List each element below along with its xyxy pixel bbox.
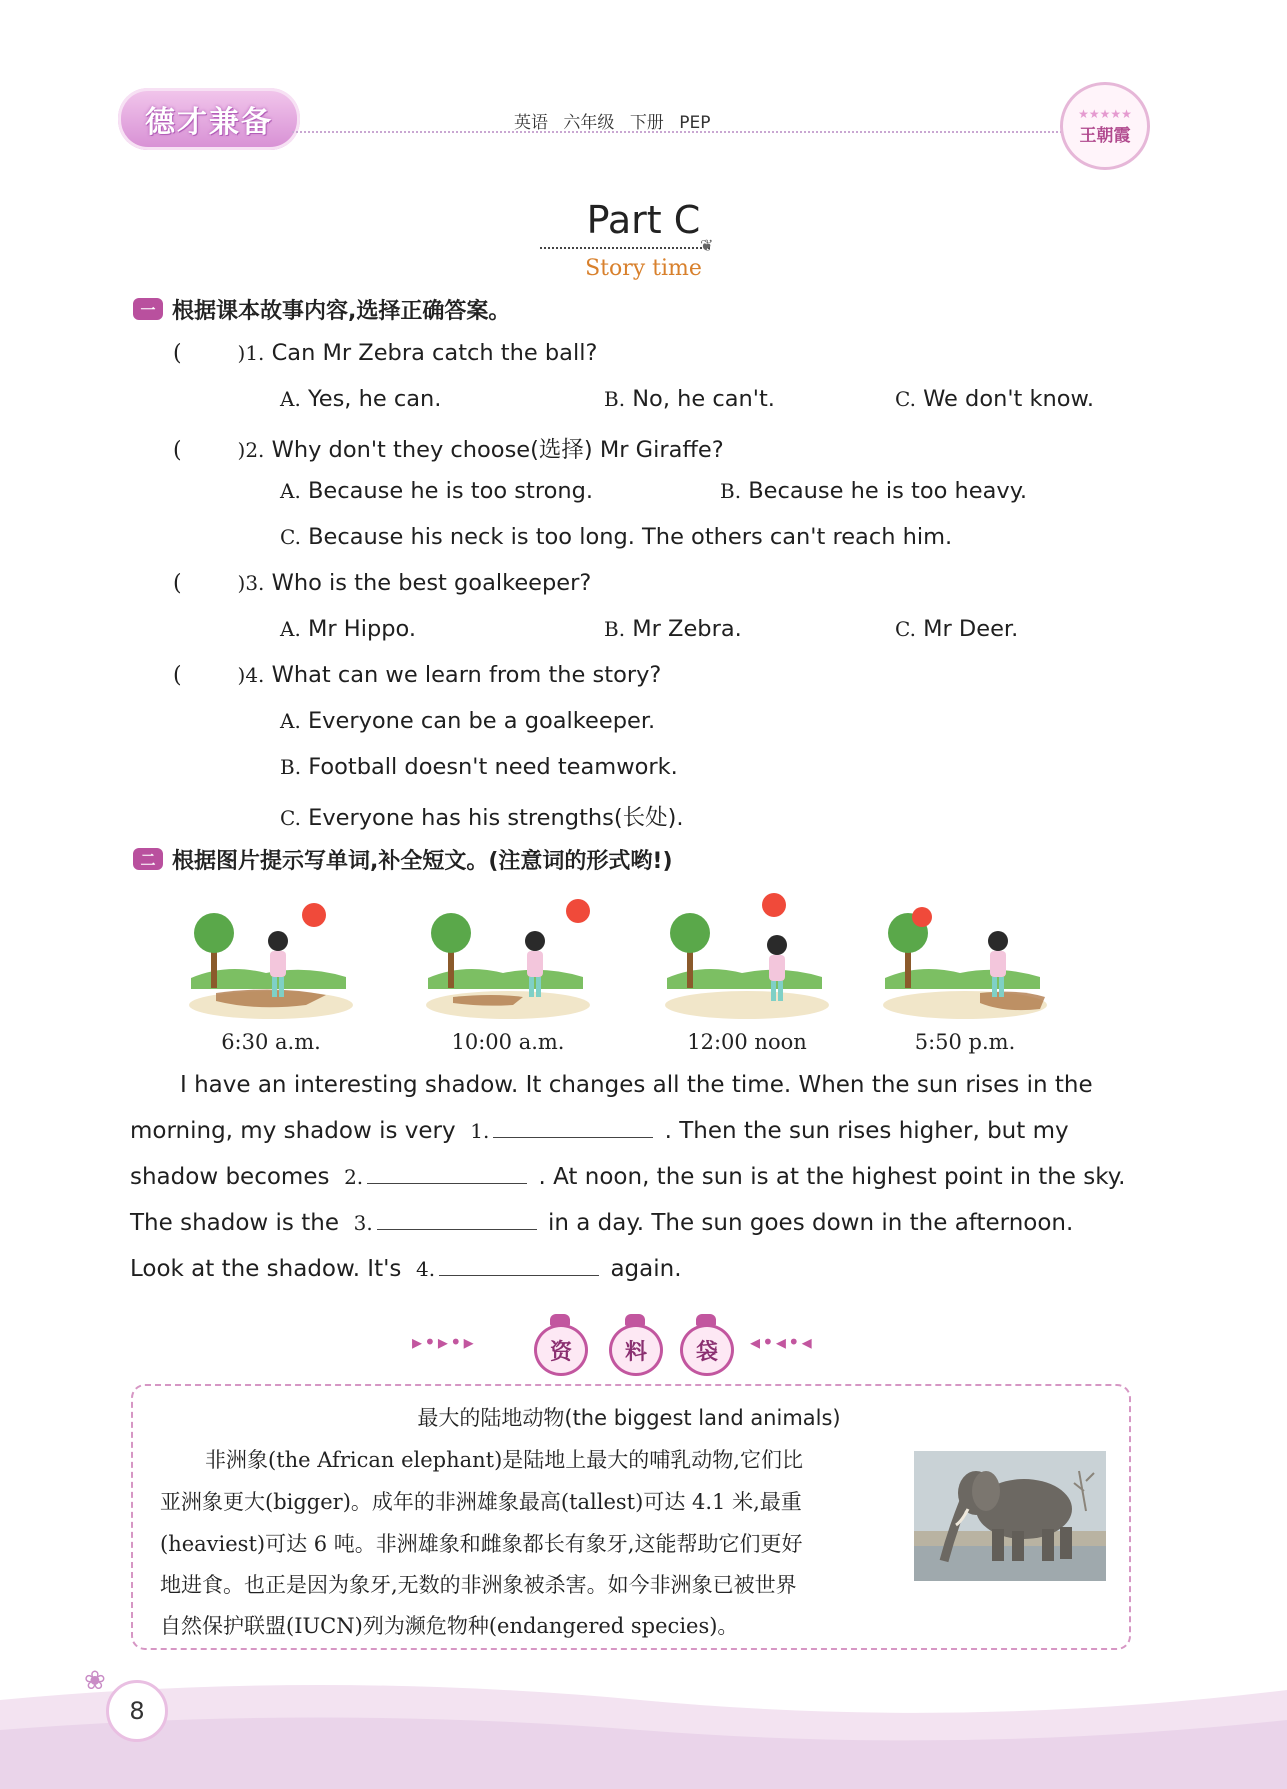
question-number: )2. [237, 438, 265, 462]
passage-text: in a day. The sun goes down in the afternoon. [548, 1210, 1074, 1236]
question-text: Can Mr Zebra catch the ball? [271, 340, 598, 366]
option-letter: B. [720, 479, 742, 503]
fish-decoration-left-icon: ▸•▸•▸ [412, 1330, 476, 1354]
question-3 [173, 570, 591, 596]
blank-3-input[interactable] [377, 1211, 537, 1230]
passage-line-4 [130, 1210, 1127, 1236]
badge-name: 王朝霞 [1079, 125, 1131, 146]
title-underline [540, 247, 710, 249]
header-edition: PEP [679, 113, 711, 133]
option-text: Because his neck is too long. The others can't reach him. [308, 524, 953, 550]
option-1a [280, 386, 441, 412]
question-text: Why don't they choose(选择) Mr Giraffe? [271, 437, 724, 463]
blank-1-input[interactable] [493, 1119, 653, 1138]
time-label: 5:50 p.m. [914, 1030, 1016, 1054]
option-text: Yes, he can. [307, 386, 442, 412]
passage-line-2 [130, 1118, 1127, 1144]
option-letter: A. [280, 479, 301, 503]
option-letter: C. [280, 806, 301, 830]
page-number: 8 [106, 1680, 168, 1742]
option-3a [280, 616, 416, 642]
option-letter: C. [280, 525, 301, 549]
answer-paren[interactable]: ( [173, 571, 238, 596]
option-letter: C. [895, 617, 916, 641]
passage-line-3 [130, 1164, 1127, 1190]
option-text: Everyone can be a goalkeeper. [307, 708, 656, 734]
info-line-2: 亚洲象更大(bigger)。成年的非洲雄象最高(tallest)可达 4.1 米,最重 [160, 1490, 802, 1514]
info-line-1: 非洲象(the African elephant)是陆地上最大的哺乳动物,它们比 [205, 1448, 803, 1472]
question-number: )4. [237, 663, 265, 687]
option-letter: B. [604, 387, 626, 411]
option-letter: B. [280, 755, 302, 779]
question-2 [173, 432, 724, 464]
option-2a [280, 478, 593, 504]
answer-paren[interactable]: ( [173, 663, 238, 688]
header-info [514, 108, 710, 133]
passage-text: . Then the sun rises higher, but my [664, 1118, 1069, 1144]
question-number: )3. [237, 571, 265, 595]
option-2c [280, 524, 952, 550]
blank-number: 1. [470, 1119, 490, 1143]
option-text: Mr Deer. [923, 616, 1019, 642]
option-text: Because he is too strong. [307, 478, 594, 504]
option-text: Mr Zebra. [632, 616, 742, 642]
passage-text: shadow becomes [130, 1164, 330, 1190]
page-subtitle: Story time [585, 256, 702, 281]
question-text: What can we learn from the story? [271, 662, 662, 688]
option-text: We don't know. [923, 386, 1095, 412]
bag-knot-icon [696, 1314, 716, 1326]
badge-stars-icon: ★★★★★ [1078, 106, 1132, 121]
option-3b [604, 616, 742, 642]
passage-line-1: I have an interesting shadow. It changes all the time. When the sun rises in the [180, 1072, 1093, 1098]
section-1-title: 根据课本故事内容,选择正确答案。 [172, 299, 511, 324]
bag-knot-icon [550, 1314, 570, 1326]
header-subject: 英语 [514, 113, 548, 133]
shadow-picture-noon [662, 893, 832, 1021]
option-1c [895, 386, 1094, 412]
blank-2-input[interactable] [367, 1165, 527, 1184]
header-volume: 下册 [629, 113, 664, 133]
answer-paren[interactable]: ( [173, 438, 238, 463]
passage-text: again. [610, 1256, 682, 1282]
option-text: No, he can't. [632, 386, 775, 412]
blank-number: 2. [344, 1165, 364, 1189]
option-letter: A. [280, 617, 301, 641]
blank-number: 4. [416, 1257, 436, 1281]
option-3c [895, 616, 1018, 642]
dolphin-icon: ❀ [84, 1666, 106, 1696]
page-title: Part C [586, 198, 701, 242]
info-line-5: 自然保护联盟(IUCN)列为濒危物种(endangered species)。 [160, 1614, 739, 1638]
option-letter: C. [895, 387, 916, 411]
footer-wave [0, 1660, 1287, 1789]
time-label: 12:00 noon [687, 1030, 807, 1054]
info-bag-char-3: 袋 [680, 1324, 734, 1376]
question-4 [173, 662, 661, 688]
info-title: 最大的陆地动物(the biggest land animals) [417, 1406, 841, 1430]
section-2-title: 根据图片提示写单词,补全短文。(注意词的形式哟!) [172, 849, 673, 874]
passage-text: The shadow is the [130, 1210, 339, 1236]
section-1-icon: 一 [133, 298, 163, 320]
option-letter: B. [604, 617, 626, 641]
question-number: )1. [237, 341, 265, 365]
shadow-picture-afternoon [880, 893, 1050, 1021]
option-text: Everyone has his strengths(长处). [308, 805, 684, 831]
passage-text: . At noon, the sun is at the highest point in the sky. [538, 1164, 1126, 1190]
option-letter: A. [280, 709, 301, 733]
shadow-picture-forenoon [423, 893, 593, 1021]
header-grade: 六年级 [563, 113, 615, 133]
option-letter: A. [280, 387, 301, 411]
option-text: Football doesn't need teamwork. [308, 754, 678, 780]
option-4c [280, 800, 684, 832]
brand-text: 德才兼备 [145, 105, 273, 140]
info-bag-char-2: 料 [609, 1324, 663, 1376]
passage-line-5 [130, 1256, 1127, 1282]
answer-paren[interactable]: ( [173, 341, 238, 366]
passage-text: Look at the shadow. It's [130, 1256, 402, 1282]
bag-knot-icon [625, 1314, 645, 1326]
option-4b [280, 754, 678, 780]
time-label: 6:30 a.m. [221, 1030, 321, 1054]
option-1b [604, 386, 775, 412]
blank-4-input[interactable] [439, 1257, 599, 1276]
shadow-picture-morning [186, 893, 356, 1021]
question-text: Who is the best goalkeeper? [271, 570, 592, 596]
passage-text: morning, my shadow is very [130, 1118, 456, 1144]
info-line-3: (heaviest)可达 6 吨。非洲雄象和雌象都长有象牙,这能帮助它们更好 [160, 1532, 803, 1556]
fish-decoration-right-icon: ◂•◂•◂ [750, 1330, 814, 1354]
info-line-4: 地进食。也正是因为象牙,无数的非洲象被杀害。如今非洲象已被世界 [160, 1573, 797, 1597]
option-text: Mr Hippo. [307, 616, 417, 642]
option-2b [720, 478, 1027, 504]
author-badge [1060, 82, 1150, 170]
elephant-photo [914, 1451, 1106, 1581]
option-4a [280, 708, 655, 734]
time-label: 10:00 a.m. [451, 1030, 565, 1054]
section-2-icon: 二 [133, 848, 163, 870]
blank-number: 3. [353, 1211, 373, 1235]
option-text: Because he is too heavy. [748, 478, 1027, 504]
brand-logo [118, 88, 300, 150]
question-1 [173, 340, 597, 366]
info-bag-char-1: 资 [534, 1324, 588, 1376]
fish-icon: ❦ [700, 236, 714, 255]
